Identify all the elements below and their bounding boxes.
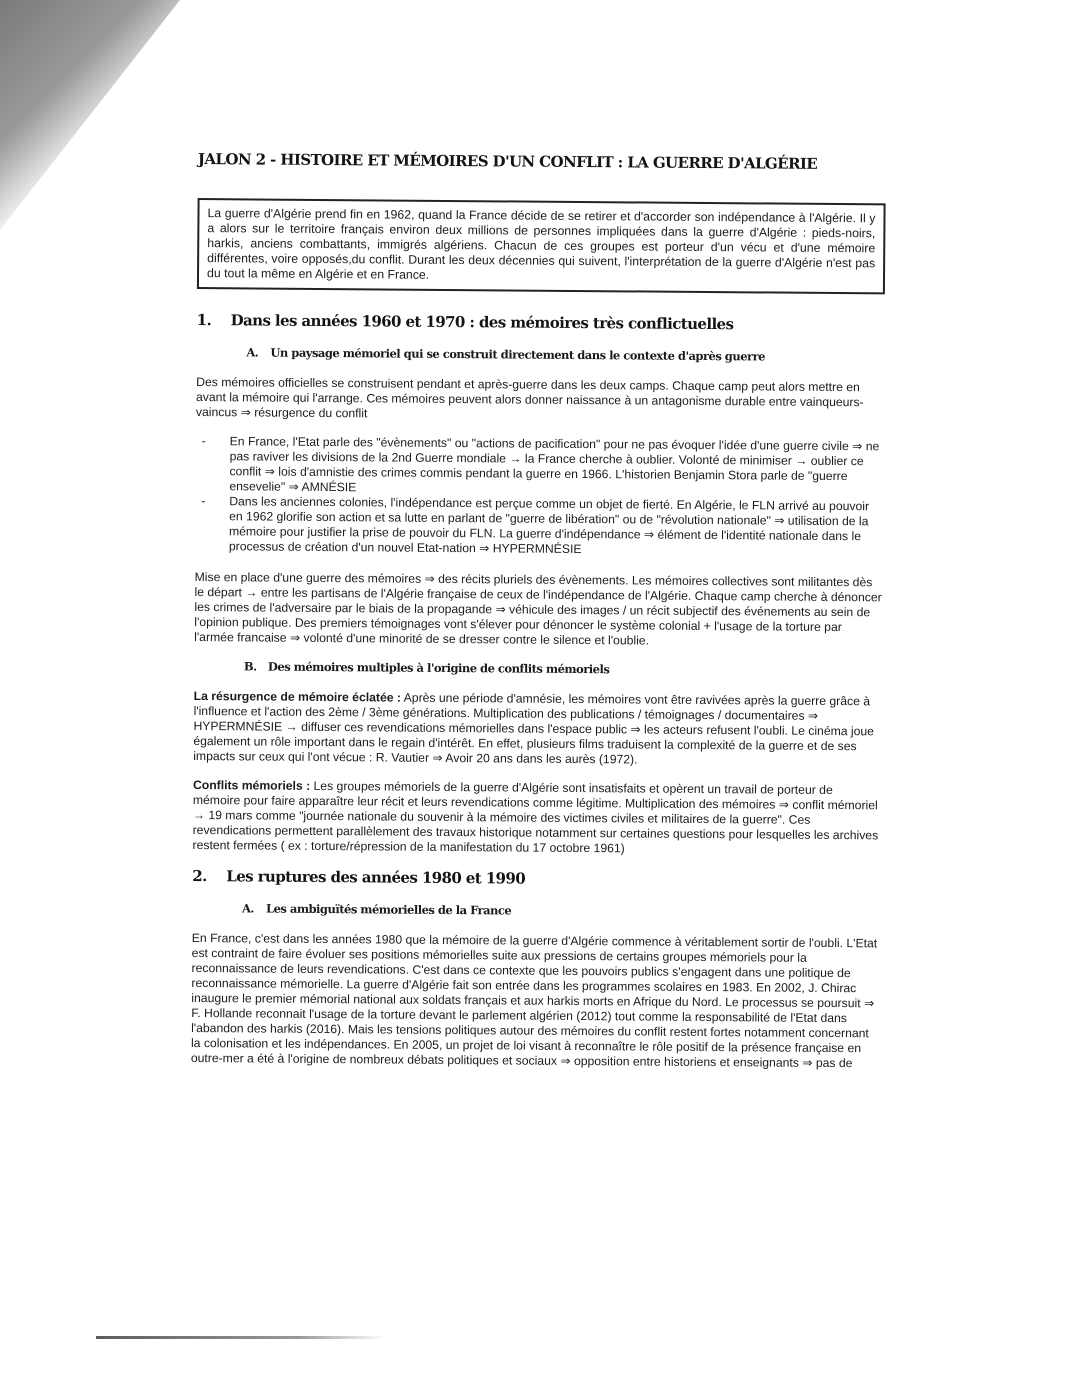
document-title: JALON 2 - HISTOIRE ET MÉMOIRES D'UN CONFLIT : LA GUERRE D'ALGÉRIE <box>197 150 818 173</box>
section-1b-paragraph-1 <box>193 689 882 769</box>
section-1a-number: A. <box>246 345 259 360</box>
section-1-title: Dans les années 1960 et 1970 : des mémoires très conflictuelles <box>230 311 734 334</box>
document-body <box>191 150 886 1085</box>
conflits-lead: Conflits mémoriels : <box>192 777 311 793</box>
intro-box: La guerre d'Algérie prend fin en 1962, quand la France décide de se retirer et d'accorder son indépendance à l'Algérie. Il y a alors sur le territoire français environ deux millions de personnes impliquées dans la guerre d'Algérie : pieds-noirs, harkis, anciens combattants, immigrés algériens. Chacun de ces groupes est porteur d'un vécu et d'une mémoire différentes, voire opposés,du conflit. Durant les deux décennies qui suivent, l'interprétation de la guerre d'Algérie n'est pas du tout la même en Algérie et en France. <box>197 198 886 294</box>
section-2a-heading <box>242 901 880 920</box>
bullet-france: - En France, l'Etat parle des "évènements" ou "actions de pacification" pour ne pas évoquer l'idée d'une guerre civile ⇒ ne pas raviver les divisions de la 2nd Guerre mondiale → la France cherche à oublier. Volonté de minimiser → oublier ce conflit ⇒ lois d'amnistie des crimes commis pendant la guerre en 1966. L'historien Benjamin Stora parle de "guerre ensevelie" ⇒ AMNÉSIE <box>195 434 883 499</box>
section-2-heading <box>192 867 880 890</box>
section-1a-heading <box>246 345 884 364</box>
section-1a-title: Un paysage mémoriel qui se construit directement dans le contexte d'après guerre <box>270 345 766 364</box>
section-1-heading <box>197 311 885 334</box>
section-1a-bullet-list <box>195 434 884 559</box>
scan-shadow-edge <box>96 1336 386 1339</box>
section-2-title: Les ruptures des années 1980 et 1990 <box>226 867 526 888</box>
section-1b-title: Des mémoires multiples à l'origine de conflits mémoriels <box>267 659 610 677</box>
section-1b-number: B. <box>243 659 257 674</box>
section-2a-paragraph-1: En France, c'est dans les années 1980 que la mémoire de la guerre d'Algérie commence à véritablement sortir de l'oubli. L'Etat est contraint de faire évoluer ses positions mémorielles suite aux pressions de certains groupes mémoriels pour la reconnaissance de leurs revendications. C'est dans ce contexte que les pouvoirs publics s'engagent dans une politique de reconnaissance mémorielle. La guerre d'Algérie fait son entrée dans les programmes scolaires en 1983. En 2002, J. Chirac inaugure le premier mémorial national aux soldats français et aux harkis morts en Afrique du Nord. Le processus se poursuit ⇒ F. Hollande reconnait l'usage de la torture devant le parlement algérien (2012) tout comme la responsabilité de l'Etat dans l'abandon des harkis (2016). Mais les tensions politiques autour des mémoires du conflit restent fortes notamment concernant la colonisation et les indépendances. En 2005, un projet de loi visant à reconnaître le rôle positif de la présence française en outre-mer a été à l'origine de nombreux débats politiques et sociaux ⇒ opposition entre historiens et enseignants ⇒ pas de <box>190 930 878 1071</box>
scan-shadow-corner <box>0 0 180 230</box>
section-1a-paragraph-1: Des mémoires officielles se construisent pendant et après-guerre dans les deux camps. Chaque camp peut alors mettre en avant la mémoire qui l'arrange. Ces mémoires peuvent alors donner naissance à un antagonisme durable entre vainqueurs-vaincus ⇒ résurgence du conflit <box>195 374 864 421</box>
section-1b-paragraph-2 <box>192 778 881 858</box>
section-2a-title: Les ambiguïtés mémorielles de la France <box>265 901 512 918</box>
resurgence-text: Après une période d'amnésie, les mémoires vont être ravivées après la guerre grâce à l'influence et l'action des 2ème / 3ème générations. Multiplication des publications / témoignages / documentaires ⇒ HYPERMNÉSIE → diffuser ces revendications mémorielles dans l'espace public ⇒ les acteurs refusent l'oubli. Le cinéma joue également un rôle important dans le regain d'intérêt. En effet, plusieurs films traduisent la complexité de la guerre et de ses impacts sur ceux qui l'ont vécue : R. Vautier ⇒ Avoir 20 ans dans les aurès (1972). <box>193 690 875 767</box>
section-2a-number: A. <box>241 901 255 916</box>
bullet-algerie: - Dans les anciennes colonies, l'indépendance est perçue comme un objet de fierté. En Algérie, le FLN arrivé au pouvoir en 1962 glorifie son action et sa lutte en parlant de "guerre de libération" ou de "révolution nationale" ⇒ utilisation de la mémoire pour justifier la prise de pouvoir du FLN. La guerre d'indépendance ⇒ élément de l'identité nationale dans le processus de création d'un nouvel Etat-nation ⇒ HYPERMNÉSIE <box>195 494 883 559</box>
section-1a-paragraph-2: Mise en place d'une guerre des mémoires ⇒ des récits pluriels des évènements. Les mémoires collectives sont militantes dès le départ → entre les partisans de l'Algérie française de ceux de l'indépendance de l'Algérie. Chaque camp cherche à dénoncer les crimes de l'adversaire par le biais de la propagande ⇒ véhicule des images / un récit subjectif des événements au sein de l'opinion publique. Des premiers témoignages vont s'élever pour dénoncer le système colonial + l'usage de la torture par l'armée francaise ⇒ volonté d'une minorité de se dresser contre le silence et l'oublie. <box>194 569 882 648</box>
section-2-number: 2. <box>192 866 207 886</box>
section-1-number: 1. <box>196 310 212 330</box>
resurgence-lead: La résurgence de mémoire éclatée : <box>193 688 402 705</box>
section-1b-heading <box>244 659 882 678</box>
conflits-text: Les groupes mémoriels de la guerre d'Algérie sont insatisfaits et opèrent un travail de porteur de mémoire pour faire apparaître leur récit et leurs revendications comme légitime. Multiplication des mémoires ⇒ conflit mémoriel → 19 mars comme "journée nationale du souvenir à la mémoire des victimes civiles et militaires de la guerre". Ces revendications permettent parallèlement des travaux historique notamment sur certaines questions pour lesquelles les archives restent fermées ( ex : torture/répression de la manifestation du 17 octobre 1961) <box>192 778 879 856</box>
